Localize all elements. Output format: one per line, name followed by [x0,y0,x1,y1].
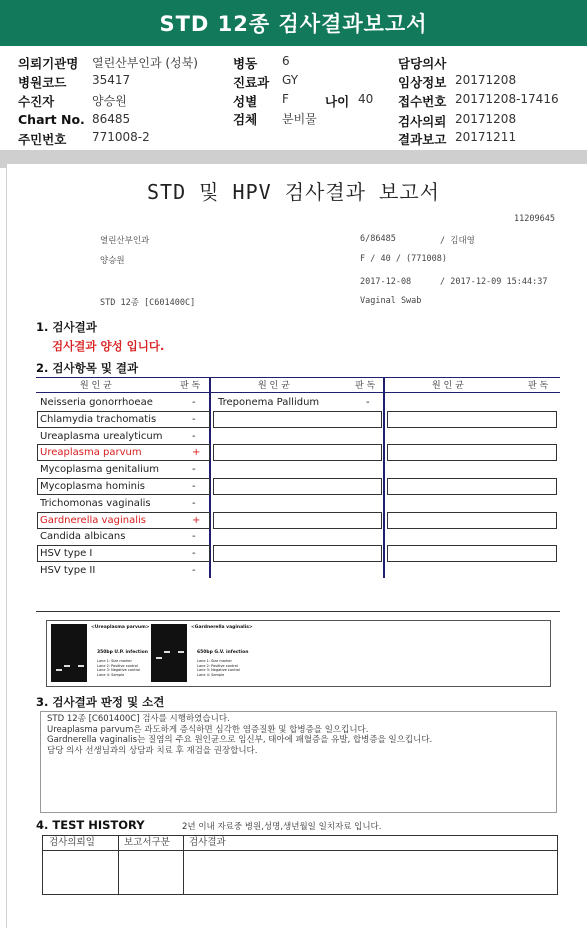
patient-info [0,46,587,150]
history-note: 2년 이내 자료중 병원,성명,생년월일 일치자료 입니다. [182,822,382,832]
gel-left-legend: Lane 1: Size marker Lane 2: Positive control Lane 3: Negative control Lane 4: Sample [97,659,141,677]
chart-label: Chart No. [18,112,85,127]
report-date-value: 20171211 [455,130,517,144]
pathogen-name: Candida albicans [40,531,126,542]
finding-line: Ureaplasma parvum은 과도하게 증식하면 심각한 염증질환 및 합병증을 일으킵니다. [47,724,369,735]
pathogen-judgement: - [192,414,196,425]
pathogen-name: Ureaplasma urealyticum [40,431,163,442]
pathogen-name: Trichomonas vaginalis [40,498,151,509]
sex-label: 성별 [233,94,258,109]
pathogen-name: Gardnerella vaginalis [40,515,146,526]
dept-value: GY [282,73,299,87]
report-banner [0,0,587,46]
history-col-date: 검사의뢰일 [49,837,95,848]
section4-title: 4. TEST HISTORY [36,818,145,832]
rrn-label: 주민번호 [18,132,67,147]
empty-result-box [213,411,382,428]
pathogen-judgement: - [192,498,196,509]
header-judge-3: 판 독 [528,381,549,391]
empty-result-box [213,545,382,562]
paper-date2: / 2017-12-09 15:44:37 [440,277,548,287]
column-divider-2 [383,377,385,578]
gel-left-title: <Ureaplasma parvum> [91,625,150,630]
ward-value: 6 [282,54,290,68]
empty-result-box [213,444,382,461]
empty-result-box [387,411,557,428]
patient-label: 수진자 [18,94,55,109]
rrn-value: 771008-2 [92,130,150,144]
header-judge-2: 판 독 [355,381,376,391]
history-table [42,835,558,895]
paper-chart: 6/86485 [360,234,396,244]
pathogen-judgement: + [192,515,201,526]
section1-title: 1. 검사결과 [36,320,97,334]
pathogen-name: HSV type I [40,548,93,559]
age-value: 40 [358,92,374,106]
gel-right-title: <Gardnerella vaginalis> [191,625,253,630]
row-frame [37,411,210,428]
history-col-type: 보고서구분 [124,837,170,848]
paper-test-name: STD 12종 [C601400C] [100,298,196,308]
pathogen-judgement: + [192,447,201,458]
gel-right-band: 650bp G.V. infection [197,650,249,655]
gel-right-photo [151,624,187,682]
header-pathogen-2: 원 인 균 [258,381,290,391]
receipt-label: 접수번호 [398,94,447,109]
divider-line [36,611,560,612]
row-frame [37,545,210,562]
section3-title: 3. 검사결과 판정 및 소견 [36,695,165,709]
history-col-result: 검사결과 [189,837,226,848]
section2-title: 2. 검사항목 및 결과 [36,361,139,375]
doctor-label: 담당의사 [398,56,447,71]
specimen-value: 분비물 [282,112,317,126]
col2-pathogen: Treponema Pallidum [218,397,320,408]
gel-left-photo [51,624,87,682]
empty-result-box [387,444,557,461]
banner-title: STD 12종 검사결과보고서 [159,12,428,36]
paper-title: STD 및 HPV 검사결과 보고서 [147,180,440,204]
pathogen-judgement: - [192,565,196,576]
agency-label: 의뢰기관명 [18,56,79,71]
pathogen-judgement: - [192,397,196,408]
ward-label: 병동 [233,56,258,71]
pathogen-name: HSV type II [40,565,96,576]
result-summary: 검사결과 양성 입니다. [52,339,165,353]
agency-value: 열린산부인과 (성북) [92,56,198,70]
empty-result-box [387,478,557,495]
header-judge-1: 판 독 [180,381,201,391]
paper-doctor: / 김대영 [440,236,475,246]
pathogen-judgement: - [192,531,196,542]
sex-value: F [282,92,289,106]
finding-line: 담당 의사 선생님과의 상담과 치료 후 재검을 권장합니다. [47,745,258,756]
finding-line: Gardnerella vaginalis는 질염의 주요 원인균으로 임신부, 태아에 패혈증을 유발, 합병증을 일으킵니다. [47,735,433,745]
dept-label: 진료과 [233,75,270,90]
empty-result-box [213,512,382,529]
pathogen-judgement: - [192,481,196,492]
hospital-code-value: 35417 [92,73,131,87]
clinical-value: 20171208 [455,73,517,87]
age-label: 나이 [325,94,350,109]
row-frame [37,478,210,495]
chart-value: 86485 [92,112,131,126]
report-date-label: 결과보고 [398,132,447,147]
patient-value: 양승원 [92,94,127,108]
specimen-label: 검체 [233,112,258,127]
pathogen-judgement: - [192,464,196,475]
table-header [36,377,560,393]
pathogen-name: Chlamydia trachomatis [40,414,157,425]
paper-specimen: Vaginal Swab [360,296,422,306]
paper-code: 11209645 [514,214,555,224]
paper-patient: 양승원 [100,256,125,266]
row-frame [37,444,210,461]
pathogen-name: Neisseria gonorrhoeae [40,397,153,408]
empty-result-box [387,512,557,529]
row-frame [37,512,210,529]
empty-result-box [387,545,557,562]
clinical-label: 임상정보 [398,75,447,90]
pathogen-judgement: - [192,431,196,442]
paper-clinic: 열린산부인과 [100,236,150,246]
request-label: 검사의뢰 [398,114,447,129]
header-pathogen-1: 원 인 균 [80,381,112,391]
finding-line: STD 12종 [C601400C] 검사를 시행하였습니다. [47,714,230,724]
col2-judgement: - [366,397,370,408]
hospital-code-label: 병원코드 [18,75,67,90]
pathogen-name: Mycoplasma genitalium [40,464,159,475]
paper-sex-age: F / 40 / (771008) [360,254,447,264]
pathogen-judgement: - [192,548,196,559]
findings-box [40,711,557,813]
pathogen-name: Mycoplasma hominis [40,481,145,492]
pathogen-name: Ureaplasma parvum [40,447,142,458]
header-pathogen-3: 원 인 균 [432,381,464,391]
request-value: 20171208 [455,112,517,126]
empty-result-box [213,478,382,495]
receipt-value: 20171208-17416 [455,92,559,106]
paper-date1: 2017-12-08 [360,277,412,287]
gel-right-legend: Lane 1: Size marker Lane 2: Positive control Lane 3: Negative control Lane 4: Sample [197,659,241,677]
gel-electrophoresis-image [46,620,551,687]
gel-left-band: 350bp U.P. infection [97,650,148,655]
